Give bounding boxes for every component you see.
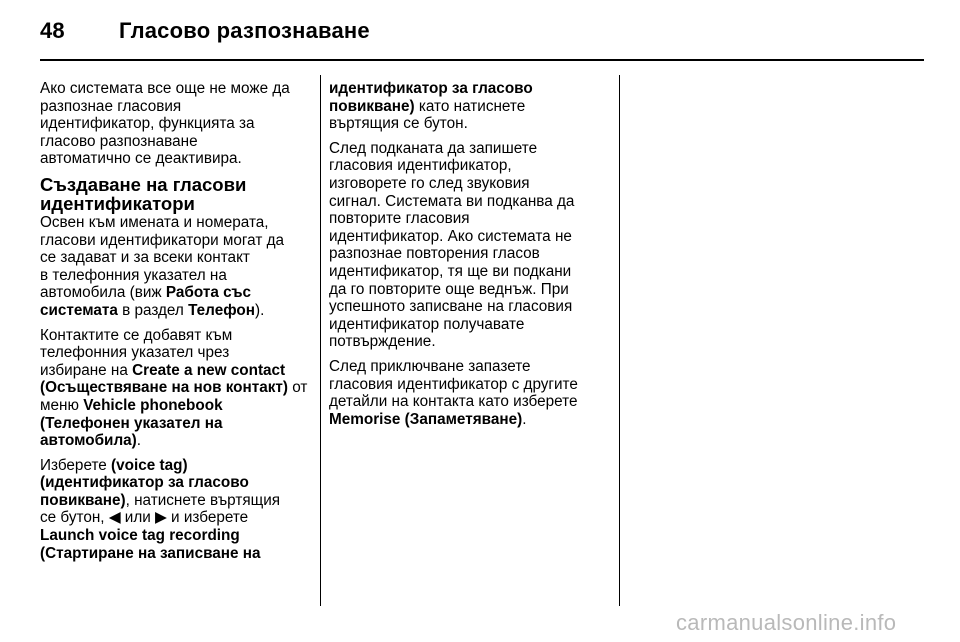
text-line: идентификатор получавате	[329, 315, 525, 333]
text-line: детайли на контакта като изберете	[329, 393, 578, 411]
menu-option: (Осъществяване на нов контакт)	[40, 379, 289, 397]
text-fragment: меню	[40, 396, 84, 414]
heading-line: идентификатори	[40, 193, 195, 215]
page-header	[40, 12, 920, 56]
text-line: се задават и за всеки контакт	[40, 249, 250, 267]
column-divider-right	[619, 75, 620, 606]
paragraph-add-contacts	[40, 327, 312, 450]
cross-reference-section: Телефон	[188, 301, 255, 319]
column-right	[329, 80, 614, 435]
cross-reference: Работа със	[165, 284, 252, 302]
text-line: потвърждение.	[329, 333, 436, 351]
text-line: успешното записване на гласовия	[329, 298, 573, 316]
text-line: Ако системата все още не може да	[40, 80, 290, 97]
menu-option: повикване)	[40, 491, 126, 509]
text-fragment: като натиснете	[414, 97, 526, 115]
menu-option: (Стартиране на записване на	[40, 544, 261, 562]
menu-name: автомобила)	[40, 432, 137, 450]
text-line: След подканата да запишете	[329, 139, 538, 157]
text-line: в телефонния указател на	[40, 266, 227, 284]
page-number: 48	[40, 18, 65, 43]
text-line: Освен към имената и номерата,	[40, 213, 269, 231]
text-line: разпознае повторения гласов	[329, 245, 540, 263]
paragraph-continued	[329, 80, 614, 133]
menu-option: (voice tag)	[111, 456, 188, 474]
text-line: да го повторите още веднъж. При	[329, 280, 569, 298]
text-line: Контактите се добавят към	[40, 326, 233, 344]
page-title: Гласово разпознаване	[119, 18, 370, 43]
text-line: идентификатор, функцията за	[40, 115, 255, 133]
text-line: идентификатор. Ако системата не	[329, 227, 572, 245]
text-line: гласово разпознаване	[40, 132, 198, 150]
text-line: сигнал. Системата ви подканва да	[329, 192, 575, 210]
text-fragment: в раздел	[117, 301, 189, 319]
menu-option: Create a new contact	[132, 361, 286, 379]
text-fragment: ).	[254, 301, 265, 319]
text-line: въртящия се бутон.	[329, 115, 468, 133]
text-line: се бутон, ◀ или ▶ и изберете	[40, 509, 249, 527]
paragraph-select-voice-tag	[40, 457, 312, 563]
watermark: carmanualsonline.info	[676, 610, 897, 635]
text-fragment: избиране на	[40, 361, 133, 379]
menu-option: повикване)	[329, 97, 415, 115]
menu-option: Memorise (Запаметяване)	[329, 410, 523, 428]
text-fragment: Изберете	[40, 456, 112, 474]
text-line: автоматично се деактивира.	[40, 150, 242, 168]
menu-name: (Телефонен указател на	[40, 414, 223, 432]
text-fragment: автомобила (виж	[40, 284, 166, 302]
cross-reference: системата	[40, 301, 118, 319]
text-fragment: .	[522, 410, 527, 428]
paragraph-save	[329, 358, 614, 428]
text-fragment: .	[136, 432, 142, 450]
menu-option: идентификатор за гласово	[329, 80, 533, 97]
heading-line: Създаване на гласови	[40, 173, 247, 195]
text-line: гласовия идентификатор,	[329, 157, 512, 175]
text-line: разпознае гласовия	[40, 97, 182, 115]
text-line: изговорете го след звуковия	[329, 174, 530, 192]
column-left	[40, 80, 312, 569]
text-line: След приключване запазете	[329, 357, 531, 375]
text-line: идентификатор, тя ще ви подкани	[329, 262, 572, 280]
text-line: повторите гласовия	[329, 210, 470, 228]
paragraph-intro	[40, 80, 312, 168]
section-heading	[40, 175, 312, 214]
paragraph-contacts-intro	[40, 214, 312, 320]
text-fragment: , натиснете въртящия	[125, 491, 281, 509]
menu-option: (идентификатор за гласово	[40, 474, 249, 492]
menu-name: Vehicle phonebook	[83, 396, 223, 414]
paragraph-recording	[329, 140, 614, 351]
menu-option: Launch voice tag recording	[40, 527, 240, 545]
header-rule	[40, 59, 924, 61]
text-fragment: от	[288, 379, 308, 397]
text-line: гласовия идентификатор с другите	[329, 375, 578, 393]
column-divider-left	[320, 75, 321, 606]
text-line: телефонния указател чрез	[40, 344, 230, 362]
text-line: гласови идентификатори могат да	[40, 231, 285, 249]
